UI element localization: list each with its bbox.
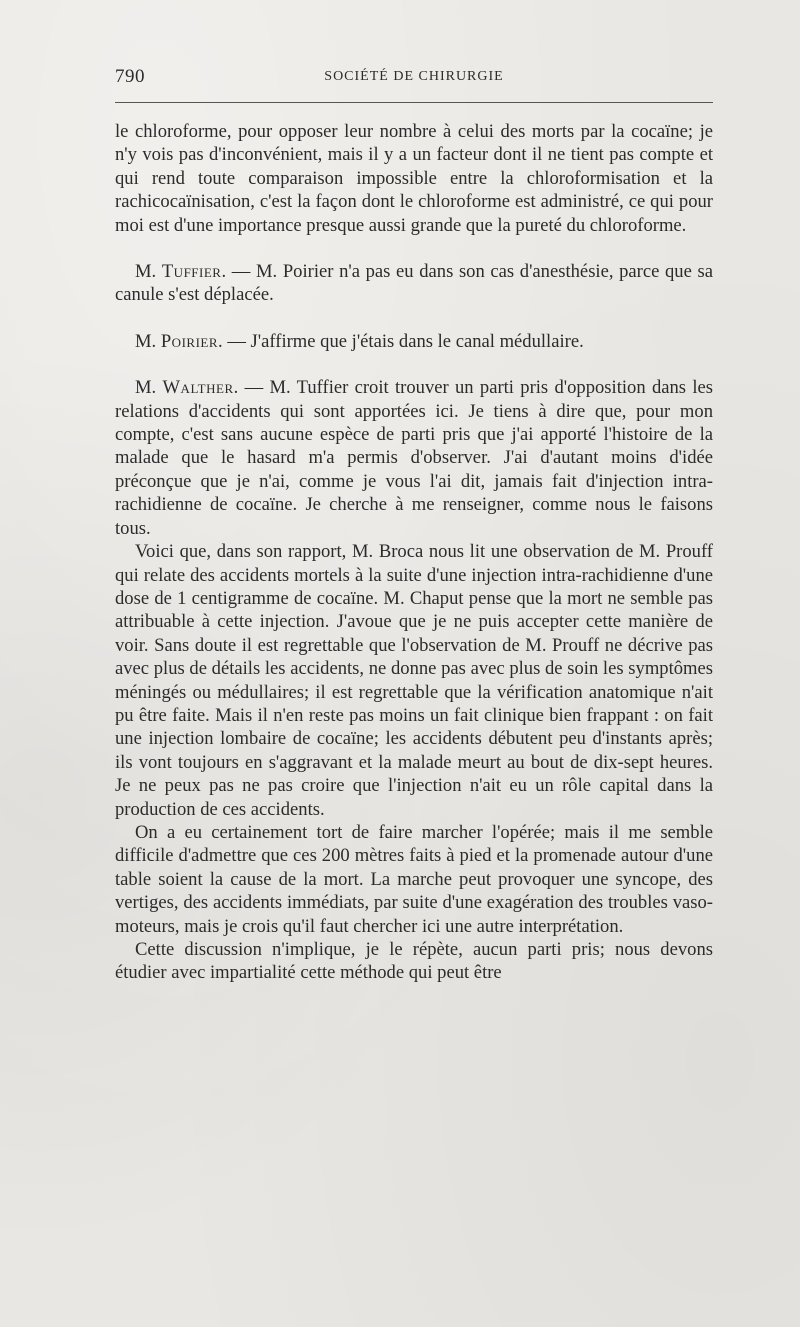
speaker-remark: . — J'affirme que j'étais dans le canal médullaire. bbox=[218, 330, 584, 352]
page bbox=[115, 0, 713, 1327]
body-text bbox=[115, 120, 713, 985]
speaker-paragraph-walther bbox=[115, 376, 713, 540]
paragraph: Voici que, dans son rapport, M. Broca nous lit une observation de M. Prouff qui relate des accidents mortels à la suite d'une injection intra-rachidienne d'une dose de 1 centigramme de cocaïne. M. Chaput pense que la mort ne semble pas attribuable à cette injection. J'avoue que je ne puis accepter cette manière de voir. Sans doute il est regrettable que l'observation de M. Prouff ne décrive pas avec plus de détails les accidents, ne donne pas avec plus de soin les symptômes méningés ou médullaires; il est regrettable que la vérification anatomique n'ait pu être faite. Mais il n'en reste pas moins un fait clinique bien frappant : on fait une injection lombaire de cocaïne; les accidents débutent peu d'instants après; ils vont toujours en s'aggravant et la malade meurt au bout de dix-sept heures. Je ne peux pas ne pas croire que l'injection n'ait eu un rôle capital dans la production de ces accidents. bbox=[115, 541, 713, 820]
paragraph-continuation: le chloroforme, pour opposer leur nombre à celui des morts par la cocaïne; je n'y vois pas d'inconvénient, mais il y a un facteur dont il ne tient pas compte et qui rend toute comparaison impossible entre la chloroformisation et la rachicocaïnisation, c'est la façon dont le chloroforme est administré, ce qui pour moi est d'une importance presque aussi grande que la pureté du chloroforme. bbox=[115, 121, 713, 236]
speaker-name: Poirier bbox=[160, 330, 219, 352]
header-rule bbox=[115, 102, 713, 103]
running-head bbox=[115, 66, 713, 90]
speaker-paragraph-poirier bbox=[115, 330, 713, 353]
paragraph: On a eu certainement tort de faire marcher l'opérée; mais il me semble difficile d'admettre que ces 200 mètres faits à pied et la promenade autour d'une table soient la cause de la mort. La marche peut provoquer une syncope, des vertiges, des accidents immédiats, par suite d'une exagération des troubles vaso-moteurs, mais je crois qu'il faut chercher ici une autre interprétation. bbox=[115, 821, 713, 937]
speaker-name: Walther bbox=[162, 377, 234, 399]
speaker-prefix: M. bbox=[135, 330, 161, 352]
speaker-prefix: M. bbox=[135, 261, 162, 283]
speaker-paragraph-tuffier bbox=[115, 260, 713, 307]
paragraph: Cette discussion n'implique, je le répète, aucun parti pris; nous devons étudier avec impartialité cette méthode qui peut être bbox=[115, 939, 713, 984]
journal-title: SOCIÉTÉ DE CHIRURGIE bbox=[324, 69, 504, 84]
speaker-remark: . — M. Poirier n'a pas eu dans son cas d'anesthésie, parce que sa canule s'est déplacée. bbox=[115, 261, 713, 306]
page-number: 790 bbox=[115, 66, 145, 87]
speaker-remark: . — M. Tuffier croit trouver un parti pris d'opposition dans les relations d'accidents qui sont apportées ici. Je tiens à dire que, pour mon compte, c'est sans aucune espèce de parti pris que j'ai apporté l'histoire de la malade que le hasard m'a permis d'observer. J'ai d'autant moins d'idée préconçue que je n'ai, comme je vous l'ai dit, jamais fait d'injection intra-rachidienne de cocaïne. Je cherche à me renseigner, comme nous le faisons tous. bbox=[115, 377, 713, 539]
speaker-name: Tuffier bbox=[161, 261, 222, 283]
speaker-prefix: M. bbox=[135, 377, 163, 399]
